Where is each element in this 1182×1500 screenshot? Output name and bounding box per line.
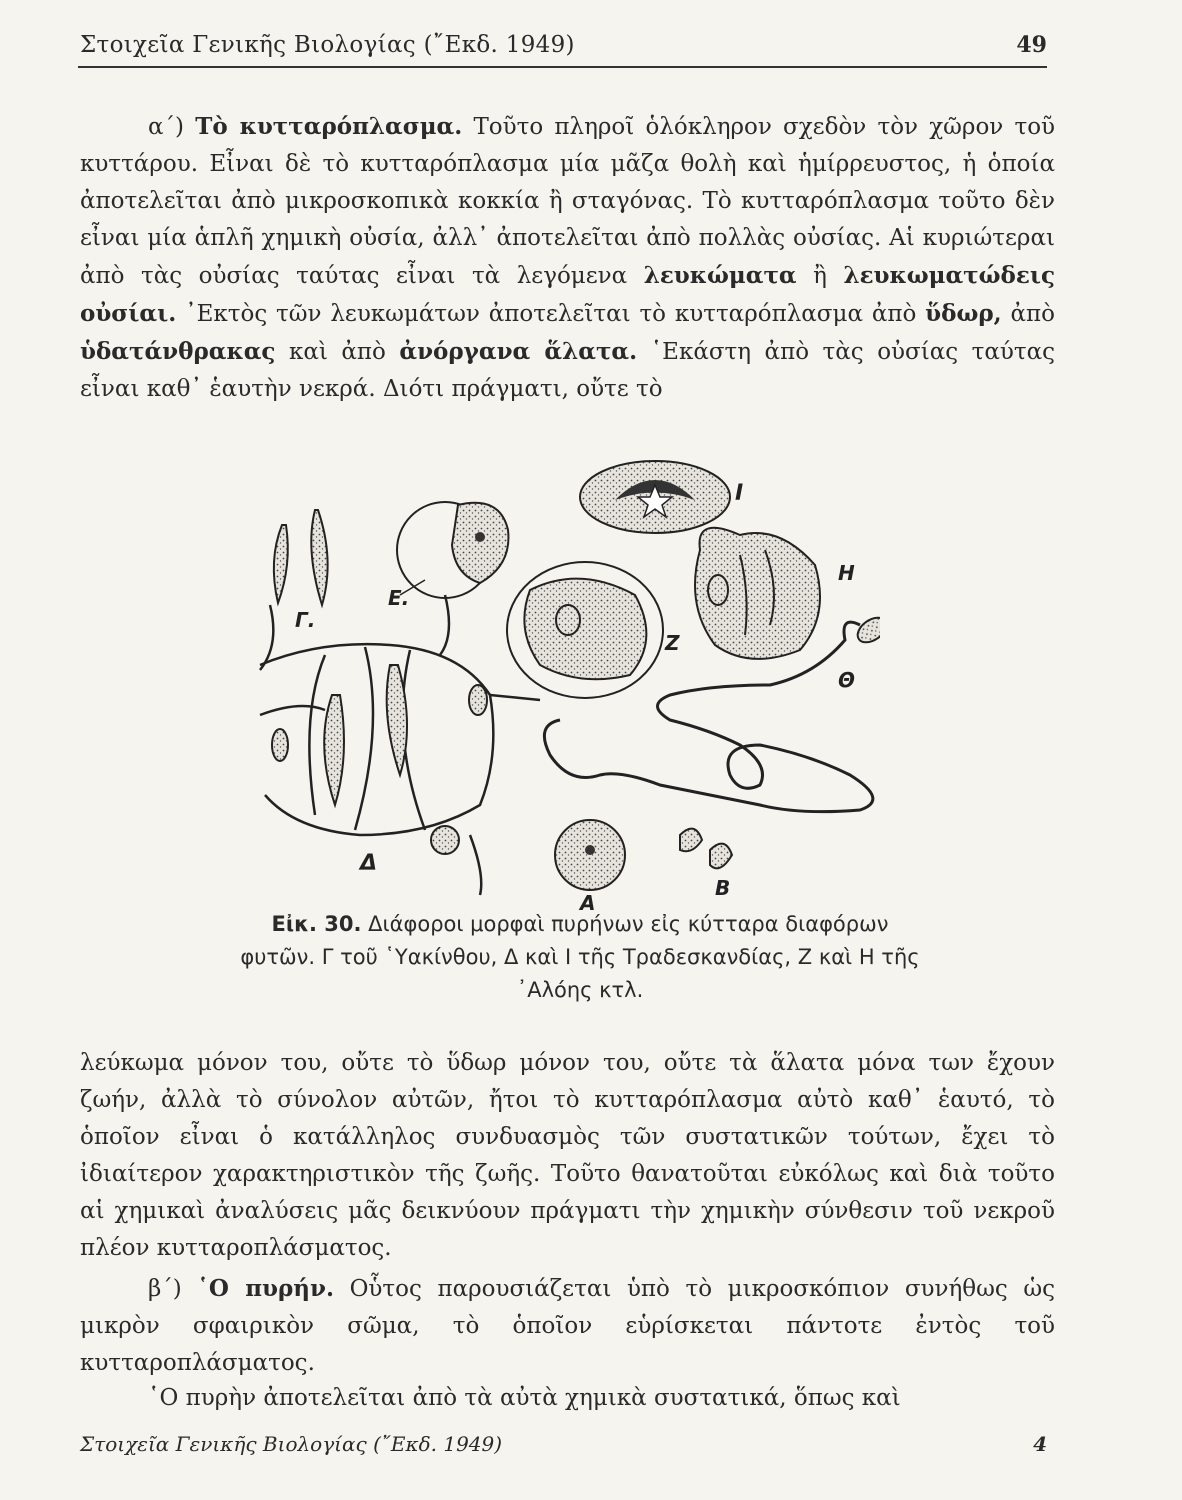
running-header bbox=[80, 28, 1047, 64]
paragraph-nucleus-composition: ῾Ο πυρὴν ἀποτελεῖται ἀπὸ τὰ αὐτὰ χημικὰ συστατικά, ὅπως καὶ bbox=[148, 1385, 901, 1411]
footer-title: Στοιχεῖα Γενικῆς Βιολογίας (῎Εκδ. 1949) bbox=[80, 1432, 503, 1456]
label-theta: Θ bbox=[838, 668, 856, 692]
body-text: Οὗτος παρουσιάζεται ὑπὸ τὸ μικροσκόπιον συνήθως ὡς μικρὸν σφαιρικὸν σῶμα, τὸ ὁποῖον εὑρίσκεται πάντοτε ἐντὸς τοῦ κυτταροπλάσματος. bbox=[80, 1276, 1055, 1376]
label-zeta: Ζ bbox=[665, 631, 680, 655]
figure-caption bbox=[235, 908, 925, 1007]
body-text: ἢ bbox=[813, 263, 827, 289]
section-heading-cytoplasm: Τὸ κυτταρόπλασμα. bbox=[195, 113, 463, 140]
section-label-b: β΄) bbox=[148, 1276, 182, 1302]
header-title: Στοιχεῖα Γενικῆς Βιολογίας (῎Εκδ. 1949) bbox=[80, 32, 575, 58]
bold-term: λευκωματώδεις οὐσίαι. bbox=[80, 262, 1056, 327]
label-gamma: Γ. bbox=[295, 608, 316, 632]
label-iota: Ι bbox=[735, 481, 744, 506]
body-text: ῾Εκάστη ἀπὸ τὰς οὐσίας ταύτας εἶναι καθ᾽ ἑαυτὴν νεκρά. Διότι πράγματι, οὔτε τὸ bbox=[80, 339, 1056, 402]
bold-term: ἀνόργανα ἅλατα. bbox=[399, 338, 638, 365]
caption-text: Διάφοροι μορφαὶ πυρήνων εἰς κύτταρα διαφόρων φυτῶν. Γ τοῦ ῾Υακίνθου, Δ καὶ Ι τῆς Τραδεσκανδίας, Ζ καὶ Η τῆς ᾽Αλόης κτλ. bbox=[240, 912, 920, 1002]
body-text: καὶ ἀπὸ bbox=[288, 339, 386, 365]
paragraph-cytoplasm bbox=[80, 108, 1055, 408]
section-label-a: α΄) bbox=[148, 114, 185, 140]
bold-term: ὑδατάνθρακας bbox=[80, 338, 276, 365]
gamma-spindle-cells bbox=[274, 510, 328, 605]
figure-30-nuclei bbox=[240, 455, 880, 915]
bold-term: ὕδωρ, bbox=[925, 300, 1002, 327]
body-text: Τοῦτο πληροῖ ὁλόκληρον σχεδὸν τὸν χῶρον τοῦ κυττάρου. Εἶναι δὲ τὸ κυτταρόπλασμα μία μᾶζα θολὴ καὶ ἡμίρρευστος, ἡ ὁποία ἀποτελεῖται ἀπὸ μικροσκοπικὰ κοκκία ἢ σταγόνας. Τὸ κυτταρόπλασμα τοῦτο δὲν εἶναι μία ἁπλῆ χημικὴ οὐσία, ἀλλ᾽ ἀποτελεῖται ἀπὸ πολλὰς οὐσίας. Αἱ κυριώτεραι ἀπὸ τὰς οὐσίας ταύτας εἶναι τὰ λεγόμενα bbox=[80, 114, 1056, 289]
paragraph-nucleus bbox=[80, 1270, 1055, 1382]
header-rule bbox=[78, 66, 1047, 68]
body-text: ᾽Εκτὸς τῶν λευκωμάτων ἀποτελεῖται τὸ κυτταρόπλασμα ἀπὸ bbox=[185, 301, 917, 327]
signature-mark: 4 bbox=[1033, 1432, 1047, 1456]
caption-label: Εἰκ. 30. bbox=[271, 912, 362, 936]
page-number: 49 bbox=[1016, 32, 1047, 58]
label-epsilon: Ε. bbox=[388, 586, 410, 610]
label-eta: Η bbox=[838, 561, 855, 585]
label-alpha: Α bbox=[580, 891, 596, 915]
paragraph-continued: λεύκωμα μόνον του, οὔτε τὸ ὕδωρ μόνον του, οὔτε τὰ ἅλατα μόνα των ἔχουν ζωήν, ἀλλὰ τὸ σύνολον αὐτῶν, ἤτοι τὸ κυτταρόπλασμα αὐτὸ καθ᾽ ἑαυτό, τὸ ὁποῖον εἶναι ὁ κατάλληλος συνδυασμὸς τῶν συστατικῶν τούτων, ἔχει τὸ ἰδιαίτερον χαρακτηριστικὸν τῆς ζωῆς. Τοῦτο θανατοῦται εὐκόλως καὶ διὰ τοῦτο αἱ χημικαὶ ἀναλύσεις μᾶς δεικνύουν πράγματι τὴν χημικὴν σύνθεσιν τοῦ νεκροῦ πλέον κυτταροπλάσματος. bbox=[80, 1050, 1055, 1261]
running-footer bbox=[80, 1432, 1047, 1462]
nuclei-illustration bbox=[240, 455, 880, 915]
body-text: ἀπὸ bbox=[1010, 301, 1056, 327]
bold-term: λευκώματα bbox=[643, 262, 797, 289]
label-beta: Β bbox=[715, 876, 731, 900]
section-heading-nucleus: ῾Ο πυρήν. bbox=[197, 1275, 334, 1302]
label-delta: Δ bbox=[360, 851, 378, 876]
